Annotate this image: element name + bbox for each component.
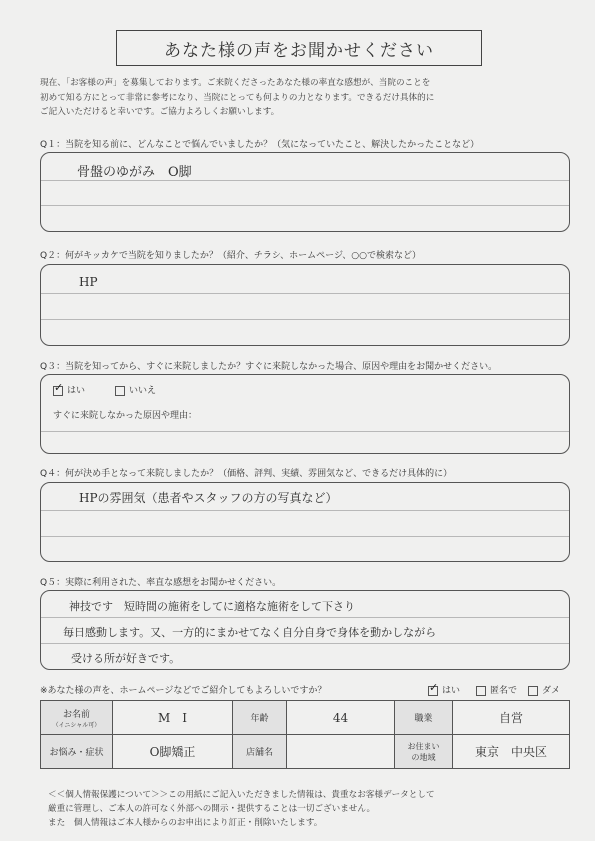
table-row <box>41 701 570 735</box>
age-value[interactable]: 44 <box>287 701 395 735</box>
q1-label: Q１：当院を知る前に、どんなことで悩んでいましたか？（気になっていたこと、解決したかったことなど） <box>40 140 480 150</box>
q2-answer-box[interactable] <box>40 264 570 346</box>
intro-text <box>40 76 570 120</box>
q4-answer-box[interactable] <box>40 482 570 562</box>
checkbox-icon[interactable] <box>115 386 125 396</box>
area-label-2: の地域 <box>411 752 436 762</box>
checkbox-checked-icon[interactable] <box>428 686 438 696</box>
age-label: 年齢 <box>233 701 287 735</box>
q5-label: Q５：実際に利用された、率直な感想をお聞かせください。 <box>40 578 282 588</box>
ruled-line <box>41 536 569 537</box>
name-note: （イニシャル可） <box>52 721 101 729</box>
table-row <box>41 735 570 769</box>
q1-answer-box[interactable] <box>40 152 570 232</box>
consent-initial-option[interactable] <box>476 683 517 696</box>
ruled-line <box>41 643 569 644</box>
name-label: お名前 <box>62 709 90 720</box>
q3-no-option[interactable] <box>115 383 156 396</box>
ruled-line <box>41 319 569 320</box>
consent-no-label: ダメ <box>542 686 561 696</box>
privacy-line: また 個人情報はご本人様からのお申出により訂正・削除いたします。 <box>48 818 323 828</box>
ruled-line <box>41 510 569 511</box>
q4-label: Q４：何が決め手となって来院しましたか？（価格、評判、実績、雰囲気など、できるだけ具体的に） <box>40 469 453 479</box>
job-value[interactable]: 自営 <box>453 701 570 735</box>
area-label-cell <box>395 735 453 769</box>
name-label-cell <box>41 701 113 735</box>
ruled-line <box>41 617 569 618</box>
ruled-line <box>41 205 569 206</box>
q3-answer-box[interactable] <box>40 374 570 454</box>
consent-no-option[interactable] <box>528 683 560 696</box>
privacy-notice <box>48 788 568 830</box>
q5-answer-box[interactable] <box>40 590 570 670</box>
consent-initial-label: 匿名で <box>490 686 518 696</box>
name-value[interactable]: M I <box>113 701 233 735</box>
q4-answer: HPの雰囲気（患者やスタッフの方の写真など） <box>79 491 338 505</box>
area-value[interactable]: 東京 中央区 <box>453 735 570 769</box>
q2-answer: HP <box>79 275 98 289</box>
worry-value[interactable]: O脚矯正 <box>113 735 233 769</box>
q3-yes-label: はい <box>67 386 86 396</box>
intro-line: ご記入いただけると幸いです。ご協力よろしくお願いします。 <box>40 107 280 117</box>
ruled-line <box>41 431 569 432</box>
q3-no-label: いいえ <box>129 386 157 396</box>
q5-answer-line: 受ける所が好きです。 <box>71 652 181 665</box>
intro-line: 現在、「お客様の声」を募集しております。ご来院くださったあなた様の率直な感想が、当院のことを <box>40 78 431 88</box>
q5-answer-line: 毎日感動します。又、一方的にまかせてなく自分自身で身体を動かしながら <box>63 626 437 639</box>
consent-yes-option[interactable] <box>428 683 460 696</box>
q3-yes-option[interactable] <box>53 383 85 396</box>
checkbox-icon[interactable] <box>528 686 538 696</box>
ruled-line <box>41 293 569 294</box>
privacy-line: ＜＜個人情報保護について＞＞この用紙にご記入いただきました情報は、貴重なお客様データとして <box>48 790 435 800</box>
store-label: 店舗名 <box>233 735 287 769</box>
consent-label: ※あなた様の声を、ホームページなどでご紹介してもよろしいですか？ <box>40 686 327 696</box>
checkbox-checked-icon[interactable] <box>53 386 63 396</box>
q5-answer-line: 神技です 短時間の施術をしてに適格な施術をして下さり <box>69 600 355 613</box>
q3-label: Q３：当院を知ってから、すぐに来院しましたか？すぐに来院しなかった場合、原因や理由をお聞かせください。 <box>40 362 498 372</box>
ruled-line <box>41 180 569 181</box>
customer-info-table <box>40 700 570 769</box>
intro-line: 初めて知る方にとって非常に参考になり、当院にとっても何よりの力となります。できるだけ具体的に <box>40 92 435 103</box>
privacy-line: 厳重に管理し、ご本人の許可なく外部への開示・提供することは一切ございません。 <box>48 804 376 814</box>
job-label: 職業 <box>395 701 453 735</box>
q1-answer: 骨盤のゆがみ O脚 <box>77 165 192 180</box>
q2-label: Q２：何がキッカケで当院を知りましたか？（紹介、チラシ、ホームページ、○○で検索など） <box>40 251 421 261</box>
checkbox-icon[interactable] <box>476 686 486 696</box>
store-value[interactable] <box>287 735 395 769</box>
worry-label: お悩み・症状 <box>41 735 113 769</box>
q3-reason-label: すぐに来院しなかった原因や理由： <box>53 411 198 421</box>
area-label-1: お住まい <box>407 741 440 751</box>
form-title: あなた様の声をお聞かせください <box>116 30 482 66</box>
consent-yes-label: はい <box>442 686 461 696</box>
